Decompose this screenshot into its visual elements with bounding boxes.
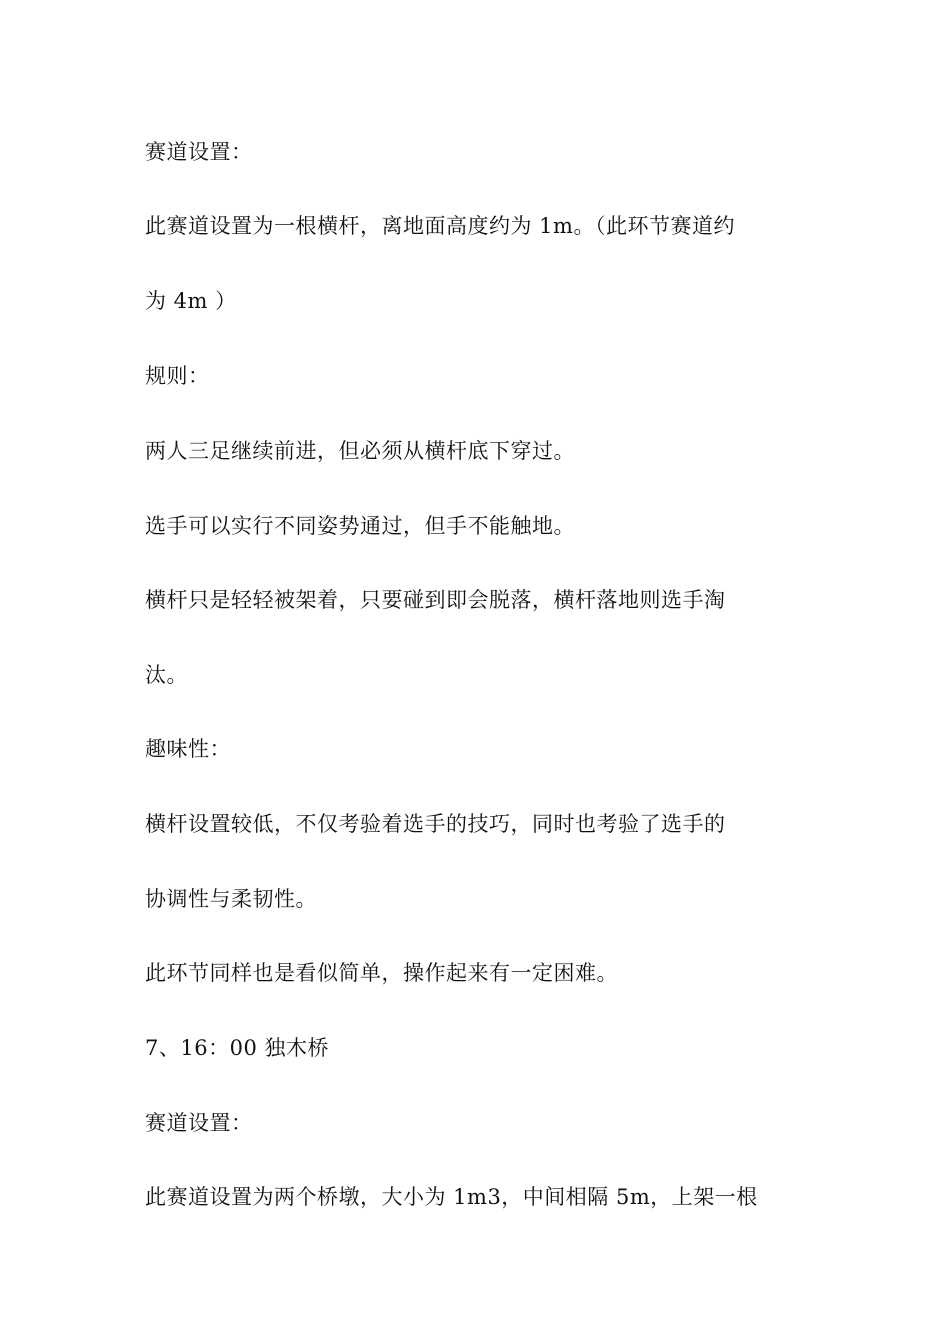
heading-track-setup: 赛道设置： bbox=[145, 1111, 253, 1135]
paragraph-line: 两人三足继续前进，但必须从横杆底下穿过。 bbox=[145, 439, 575, 463]
heading-rules: 规则： bbox=[145, 364, 210, 388]
paragraph-line: 选手可以实行不同姿势通过，但手不能触地。 bbox=[145, 514, 575, 538]
section-heading-balance-beam: 7、16：00 独木桥 bbox=[145, 1036, 329, 1060]
paragraph-line: 横杆只是轻轻被架着，只要碰到即会脱落，横杆落地则选手淘 bbox=[145, 588, 726, 612]
paragraph-line: 此赛道设置为一根横杆，离地面高度约为 1m。（此环节赛道约 bbox=[145, 214, 735, 238]
paragraph-line: 协调性与柔韧性。 bbox=[145, 887, 317, 911]
paragraph-line: 此赛道设置为两个桥墩，大小为 1m3，中间相隔 5m，上架一根 bbox=[145, 1185, 758, 1209]
heading-track-setup: 赛道设置： bbox=[145, 140, 253, 164]
paragraph-line: 此环节同样也是看似简单，操作起来有一定困难。 bbox=[145, 961, 618, 985]
paragraph-line: 为 4m ） bbox=[145, 289, 237, 313]
paragraph-line: 汰。 bbox=[145, 663, 188, 687]
heading-fun: 趣味性： bbox=[145, 737, 231, 761]
paragraph-line: 横杆设置较低，不仅考验着选手的技巧，同时也考验了选手的 bbox=[145, 812, 726, 836]
